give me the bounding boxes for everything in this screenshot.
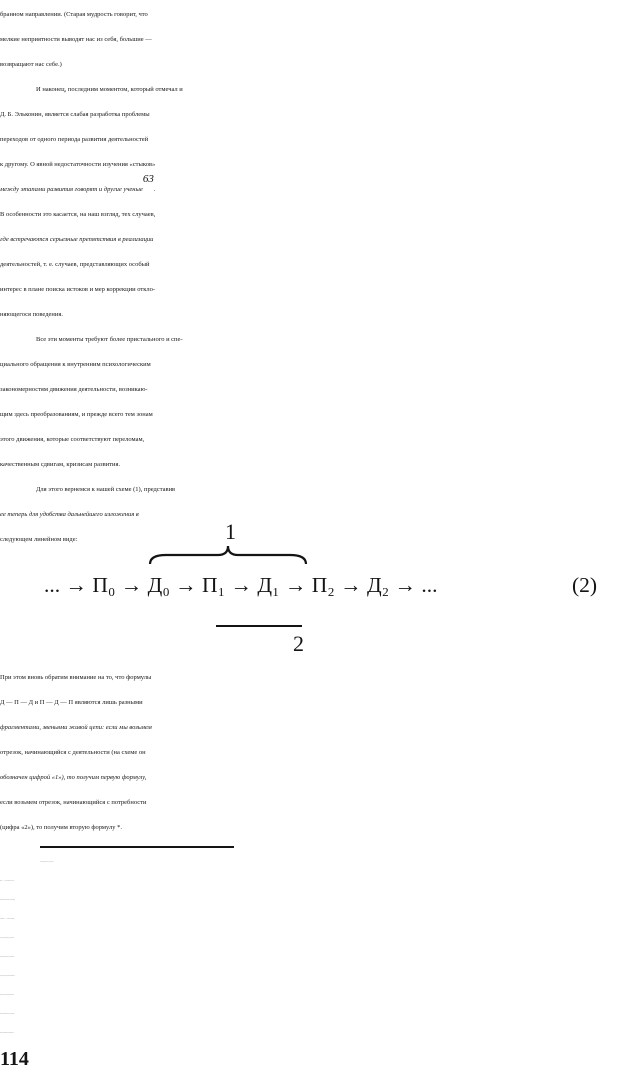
- body-line: Д — П — Д и П — Д — П являются лишь разными: [0, 699, 143, 706]
- footnote-line: [0, 948, 620, 967]
- body-line: В особенности это касается, на наш взгляд, тех случаев,: [0, 211, 156, 218]
- body-line: циального обращения к внутренним психологическим: [0, 361, 151, 368]
- body-line: (цифра «2»), то получим вторую формулу *.: [0, 824, 123, 831]
- body-line: обозначен цифрой «1»), то получим первую формулу,: [0, 774, 147, 781]
- footnote-line: [0, 910, 620, 929]
- body-line: качественным сдвигам, кризисам развития.: [0, 461, 121, 468]
- body-line: к другому. О явной недостаточности изучения «стыков»: [0, 161, 156, 168]
- body-line: где встречаются серьезные препятствия в реализации: [0, 236, 154, 243]
- body-line-with-ref: между этапами развития говорят и другие ученые$^{63}$.: [0, 173, 156, 193]
- body-line: следующем линейном виде:: [0, 536, 78, 543]
- footnote-line: [0, 872, 620, 891]
- footnote-ref: 63: [142, 173, 154, 185]
- body-line: Все эти моменты требуют более пристального и спе-: [36, 336, 183, 343]
- footnote-line: [0, 986, 620, 1005]
- scheme-upper-label: 1: [225, 519, 236, 544]
- upper-brace: [148, 544, 308, 566]
- body-line: возвращают нас себе.): [0, 61, 62, 68]
- footnote-line: [0, 853, 620, 872]
- body-line: отрезок, начинающийся с деятельности (на схеме он: [0, 749, 146, 756]
- page-number: 114: [0, 1048, 29, 1070]
- footnote-line: [0, 891, 620, 910]
- lower-bracket-line: [216, 625, 302, 627]
- footnote-line: [0, 967, 620, 986]
- body-line: если возьмем отрезок, начинающийся с потребности: [0, 799, 147, 806]
- scheme-lower-label: 2: [293, 631, 304, 656]
- body-line: няющегося поведения.: [0, 311, 63, 318]
- body-line: мелкие неприятности выводят нас из себя, большие —: [0, 36, 152, 43]
- body-line: бранном направлении. (Старая мудрость говорит, что: [0, 11, 148, 18]
- footnote-line: [0, 1005, 620, 1024]
- body-line: интерес в плане поиска истоков и мер коррекции откло-: [0, 286, 156, 293]
- footnote-line: [0, 1024, 620, 1043]
- body-line: Д. Б. Эльконин, является слабая разработка проблемы: [0, 111, 150, 118]
- body-line: фрагментами, звеньями живой цепи: если мы возьмем: [0, 724, 152, 731]
- footnote-separator: [40, 846, 234, 848]
- body-line: закономерностям движения деятельности, возникаю-: [0, 386, 148, 393]
- body-line-text: между этапами развития говорят и другие ученые: [0, 186, 143, 193]
- body-line: деятельностей, т. е. случаев, представляющих особый: [0, 261, 150, 268]
- body-line: И наконец, последним моментом, который отмечал и: [36, 86, 183, 93]
- body-line: переходов от одного периода развития деятельностей: [0, 136, 149, 143]
- body-line: этого движения, которые соответствуют переломам,: [0, 436, 145, 443]
- footnote-line: [0, 929, 620, 948]
- scheme-formula: ... → П₀ → Д₀ → П₁ → Д₁ → П₂ → Д₂ → ...: [44, 573, 438, 597]
- body-line: щим здесь преобразованиям, и прежде всего тем зонам: [0, 411, 153, 418]
- body-line: ее теперь для удобства дальнейшего изложения в: [0, 511, 139, 518]
- scheme-number: (2): [572, 573, 598, 597]
- body-line: Для этого вернемся к нашей схеме (1), представив: [36, 486, 176, 493]
- body-line: При этом вновь обратим внимание на то, что формулы: [0, 674, 152, 681]
